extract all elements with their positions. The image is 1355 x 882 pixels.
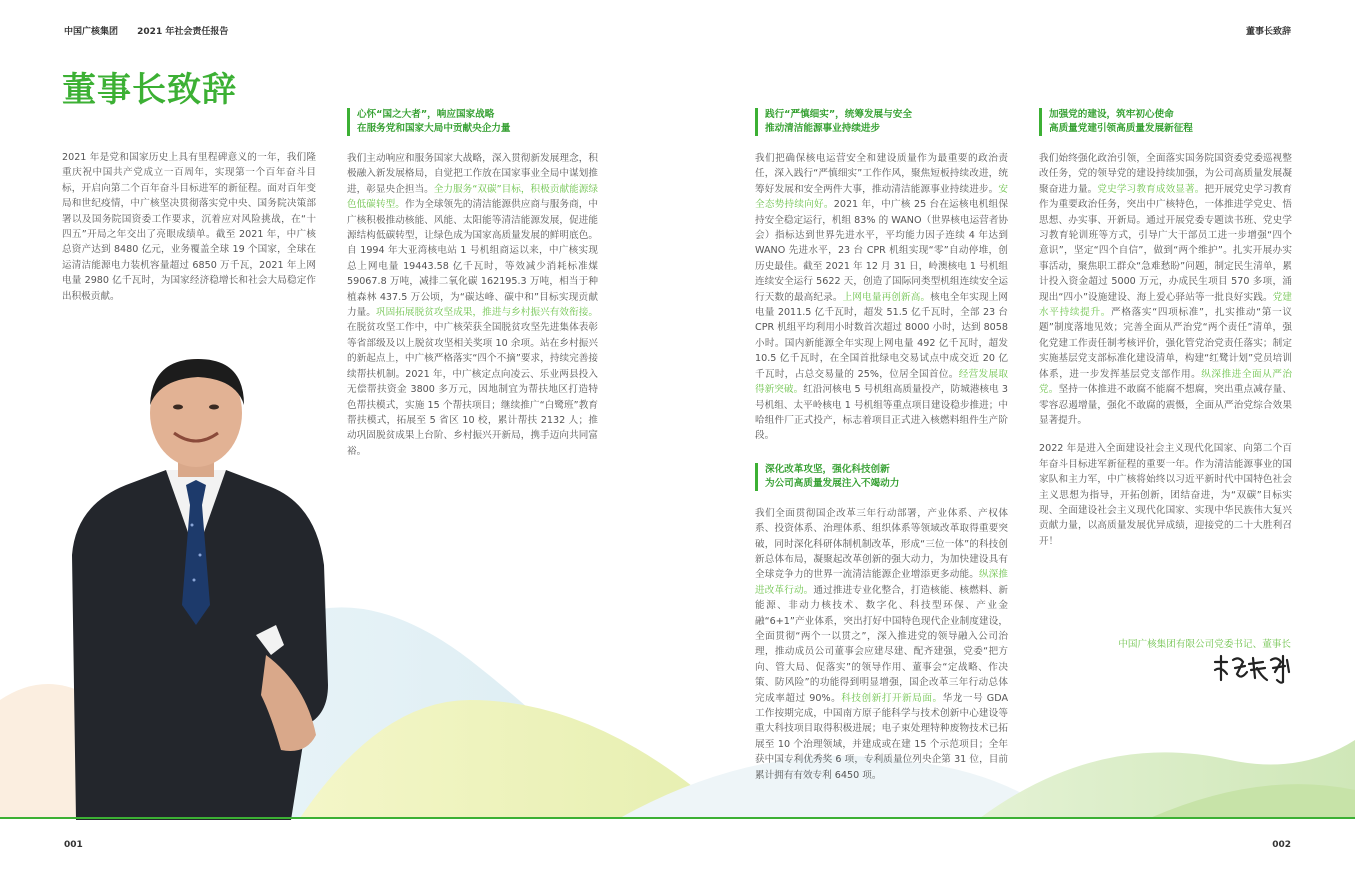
section-heading-3 (755, 463, 1008, 491)
page-number-left: 001 (64, 840, 83, 850)
text-run: 华龙一号 GDA 工作按期完成，中国南方原子能科学与技术创新中心建设等重大科技项目取得积极进展；电子束处理特种废物技术已拓展至 10 个治理领域，并建成或在建 15 个示范项目；全年获中国专利优秀奖 6 项，专利质量位列央企第 31 位，目前累计拥有有效专利 6450 项。 (755, 692, 1009, 781)
column-1 (347, 108, 598, 459)
handwritten-signature (1211, 652, 1293, 684)
header-left (64, 24, 244, 37)
highlight-text: 科技创新打开新局面。 (841, 692, 943, 704)
highlight-text: 纵深推进改革行动。 (755, 569, 1009, 596)
column-3 (1039, 108, 1292, 549)
section-1-paragraph (347, 151, 598, 459)
text-run: 严格落实“四项标准”，扎实推动“第一议题”制度落地见效；完善全面从严治党“两个责任”清单，强化党建工作责任制考核评价，强化管党治党责任落实；制定实施基层党支部标准化建设清单，构建“红鹭计划”党员培训体系，进一步发挥基层党支部作用。 (1039, 307, 1293, 380)
signature-title: 中国广核集团有限公司党委书记、董事长 (1118, 639, 1291, 650)
page-title: 董事长致辞 (62, 70, 237, 110)
text-run: 2021 年，中广核 25 台在运核电机组保持安全稳定运行，机组 83% 的 WANO（世界核电运营者协会）指标达到世界先进水平，平均能力因子连续 4 年达到 WANO 先进水平，23 台 CPR 机组实现“零”自动停堆，创历史最佳。截至 2021 年 12 月 31 日，岭澳核电 1 号机组连续安全运行 5622 天，创造了国际同类型机组连续安全运行天数的最高纪录。 (755, 199, 1008, 303)
text-run: 作为全球领先的清洁能源供应商与服务商，中广核积极推动核能、风能、太阳能等清洁能源发展，促进能源结构低碳转型，让绿色成为国家高质量发展的鲜明底色。自 1994 年大亚湾核电站 1 号机组商运以来，中广核实现总上网电量 19443.58 亿千瓦时，等效减少消耗标准煤 59067.8 万吨，减排二氧化碳 162195.3 万吨，相当于种植森林 437.5 万公顷，为“碳达峰、碳中和”目标实现贡献力量。 (347, 199, 598, 319)
intro-column (62, 150, 316, 304)
section-2-paragraph (755, 151, 1008, 444)
highlight-text: 上网电量再创新高。 (842, 291, 931, 303)
text-run: 把开展党史学习教育作为重要政治任务，突出中广核特色，一体推进学党史、悟思想、办实事、开新局。通过开展党委专题读书班、党史学习教育轮训班等方式，引导广大干部员工进一步增强“四个意识”，坚定“四个自信”，做到“两个维护”。扎实开展办实事活动，聚焦职工群众“急难愁盼”问题，制定民生清单，累计投入资金超过 5000 万元，办成民生项目 570 多项，涌现出“四小”设施建设、海上爱心驿站等一批良好实践。 (1039, 183, 1293, 303)
section-heading-2 (755, 108, 1008, 136)
text-run: 在脱贫攻坚工作中，中广核荣获全国脱贫攻坚先进集体表彰等省部级及以上脱贫攻坚相关奖项 10 余项。站在乡村振兴的新起点上，中广核严格落实“四个不摘”要求，持续完善接续帮扶机制。2021 年，中广核定点向凌云、乐业两县投入无偿帮扶资金 3800 多万元，因地制宜为帮扶地区打造特色帮扶模式，实施 15 个帮扶项目；继续推广“白鹭班”教育帮扶模式，拓展至 5 省区 10 校，累计帮扶 2132 人；推动巩固脱贫成果上台阶、乡村振兴开新局，携手迈向共同富裕。 (347, 322, 598, 457)
header-org: 中国广核集团 (64, 27, 119, 37)
section-heading-3-line1: 深化改革攻坚，强化科技创新 (765, 463, 890, 475)
text-run: 通过推进专业化整合，打造核能、核燃料、新能源、非动力核技术、数字化、科技型环保、产业金融“6+1”产业体系，突出打好中国特色现代企业制度建设，全面贯彻“两个一以贯之”，深入推进党的领导融入公司治理，推动成员公司董事会应建尽建、配齐建强，党委“把方向、管大局、促落实”的领导作用、董事会“定战略、作决策、防风险”的功能得到明显增强，国企改革三年行动总体完成率超过 90%。 (755, 584, 1009, 704)
column-2 (755, 108, 1008, 783)
header-report: 2021 年社会责任报告 (137, 27, 229, 37)
intro-paragraph: 2021 年是党和国家历史上具有里程碑意义的一年，我们隆重庆祝中国共产党成立一百周年，实现第一个百年奋斗目标，开启向第二个百年奋斗目标进军的新征程。面对百年变局和世纪疫情，中广核坚决贯彻落实党中央、国务院决策部署以及国务院国资委工作要求，沉着应对风险挑战，在“十四五”开局之年交出了亮眼成绩单。截至 2021 年，中广核总资产达到 8480 亿元，业务覆盖全球 19 个国家，全球在运清洁能源电力装机容量超过 6850 万千瓦，2021 年上网电量 2980 亿千瓦时，为国家经济稳增长和社会大局稳定作出积极贡献。 (62, 152, 316, 302)
text-run: 我们始终强化政治引领，全面落实国务院国资委党委巡视整改任务，党的领导党的建设持续加强，为公司高质量发展凝聚奋进力量。 (1039, 153, 1292, 195)
chairman-portrait (66, 355, 331, 820)
text-run: 核电全年实现上网电量 2011.5 亿千瓦时，超发 51.5 亿千瓦时，全部 23 台 CPR 机组平均利用小时数首次超过 8000 小时，达到 8058 小时。国内新能源全年实现上网电量 492 亿千瓦时，超发 10.5 亿千瓦时，在全国首批绿电交易试点中成交近 20 亿千瓦时，占总交易量的 25%，位居全国首位。 (755, 291, 1009, 380)
section-heading-1-line2: 在服务党和国家大局中贡献央企力量 (357, 123, 511, 134)
section-heading-4 (1039, 108, 1292, 136)
section-heading-4-line1: 加强党的建设，筑牢初心使命 (1049, 109, 1174, 120)
section-4-paragraph (1039, 151, 1292, 428)
section-3-paragraph (755, 506, 1008, 783)
highlight-text: 党建水平持续提升。 (1039, 291, 1292, 319)
section-heading-2-line2: 推动清洁能源事业持续进步 (765, 123, 881, 134)
section-heading-4-line2: 高质量党建引领高质量发展新征程 (1049, 123, 1193, 134)
text-run: 红沿河核电 5 号机组高质量投产，防城港核电 3 号机组、太平岭核电 1 号机组等重点项目建设稳步推进；中哈组件厂正式投产，标志着项目正式进入核燃料组件生产阶段。 (755, 384, 1009, 442)
section-heading-3-line2: 为公司高质量发展注入不竭动力 (765, 477, 900, 489)
highlight-text: 全力服务“双碳”目标，积极贡献能源绿色低碳转型。 (347, 183, 598, 211)
header-section: 董事长致辞 (1245, 27, 1291, 37)
highlight-text: 经营发展取得新突破。 (755, 368, 1008, 396)
text-run: 我们把确保核电运营安全和建设质量作为最重要的政治责任，深入践行“严慎细实”工作作风，聚焦短板持续改进，统筹好发展和安全两件大事，推动清洁能源事业持续进步。 (755, 153, 1008, 195)
text-run: 我们全面贯彻国企改革三年行动部署，产业体系、产权体系、投资体系、治理体系、组织体系等领域改革取得重要突破，同时深化科研体制机制改革，形成“三位一体”的科技创新总体布局，凝聚起改革创新的强大动力，为加快建设具有全球竞争力的世界一流清洁能源企业增添更多动能。 (755, 507, 1008, 581)
text-run: 我们主动响应和服务国家大战略，深入贯彻新发展理念，积极融入新发展格局，自觉把工作放在国家事业全局中谋划推进，彰显央企担当。 (347, 153, 598, 195)
section-heading-2-line1: 践行“严慎细实”，统筹发展与安全 (765, 109, 912, 120)
section-heading-1 (347, 108, 598, 136)
highlight-text: 纵深推进全面从严治党。 (1039, 368, 1293, 396)
page-number-right: 002 (1272, 840, 1291, 850)
text-run: 坚持一体推进不敢腐不能腐不想腐，突出重点减存量、零容忍遏增量，强化不敢腐的震慑，全面从严治党综合效果显著提升。 (1039, 384, 1293, 426)
section-heading-1-line1: 心怀“国之大者”，响应国家战略 (357, 109, 495, 120)
highlight-text: 巩固拓展脱贫攻坚成果，推进与乡村振兴有效衔接。 (375, 307, 598, 319)
closing-paragraph: 2022 年是进入全面建设社会主义现代化国家、向第二个百年奋斗目标进军新征程的重要一年。作为清洁能源事业的国家队和主力军，中广核将始终以习近平新时代中国特色社会主义思想为指导，开拓创新，团结奋进，为“双碳”目标实现、全面建设社会主义现代化国家、实现中华民族伟大复兴贡献力量，以高质量发展优异成绩，迎接党的二十大胜利召开！ (1039, 443, 1292, 547)
footer-divider (0, 817, 1355, 819)
highlight-text: 安全态势持续向好。 (755, 183, 1008, 211)
highlight-text: 党史学习教育成效显著。 (1097, 183, 1205, 195)
